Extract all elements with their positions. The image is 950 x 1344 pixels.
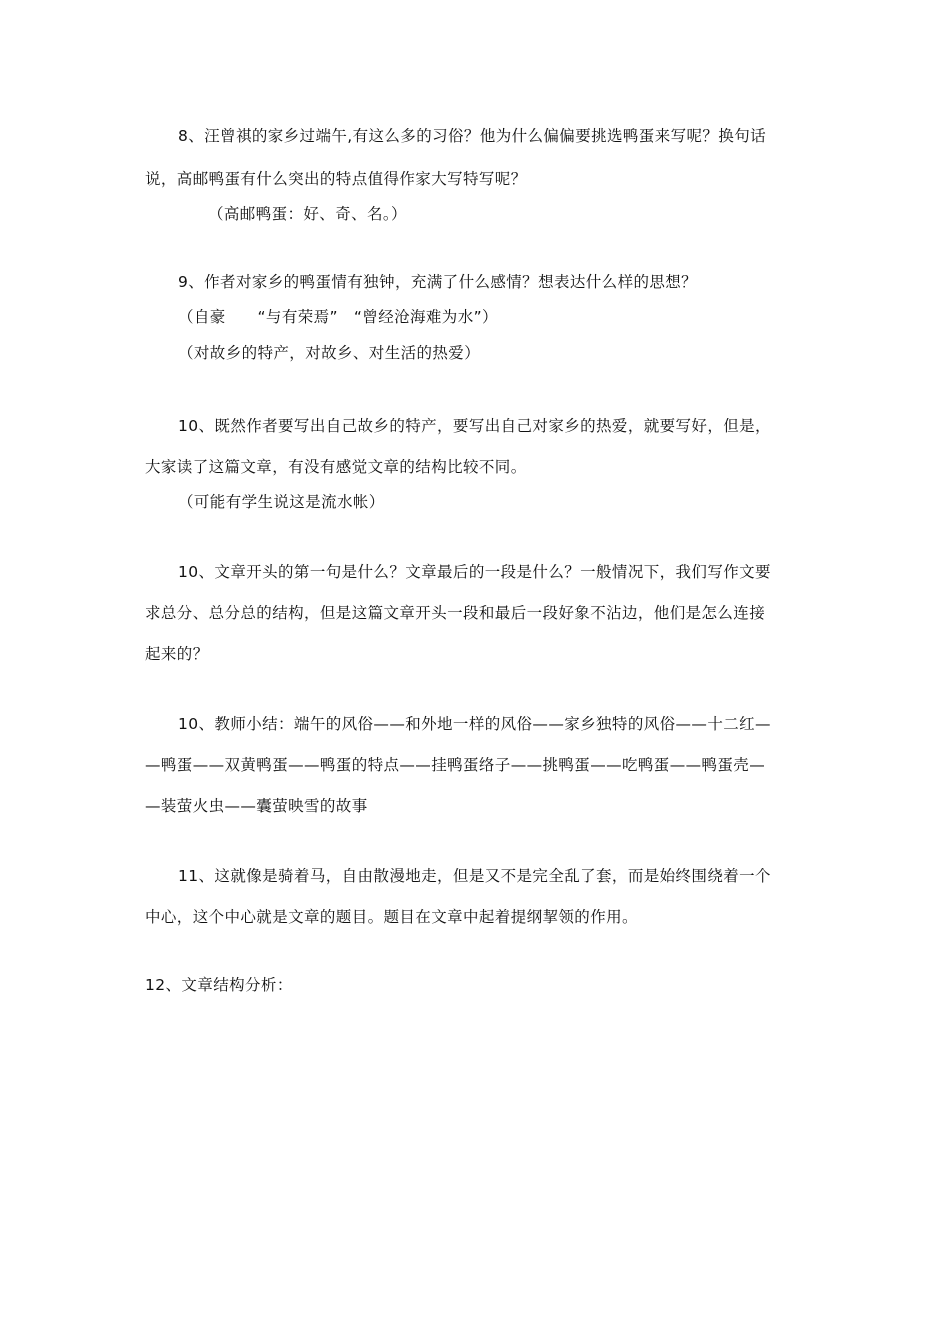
q10c-line-1: 10、教师小结：端午的风俗——和外地一样的风俗——家乡独特的风俗——十二红— [178, 715, 771, 733]
q10a-line-2: 大家读了这篇文章，有没有感觉文章的结构比较不同。 [145, 458, 527, 476]
q9-answer-2: （对故乡的特产，对故乡、对生活的热爱） [178, 344, 481, 362]
q8-answer: （高邮鸭蛋：好、奇、名。） [208, 205, 407, 223]
q10b-line-3: 起来的？ [145, 645, 209, 663]
q10c-line-2: —鸭蛋——双黄鸭蛋——鸭蛋的特点——挂鸭蛋络子——挑鸭蛋——吃鸭蛋——鸭蛋壳— [145, 756, 766, 774]
q11-line-2: 中心，这个中心就是文章的题目。题目在文章中起着提纲挈领的作用。 [145, 908, 638, 926]
q11-line-1: 11、这就像是骑着马，自由散漫地走，但是又不是完全乱了套，而是始终围绕着一个 [178, 867, 771, 885]
q10a-line-1: 10、既然作者要写出自己故乡的特产，要写出自己对家乡的热爱，就要写好，但是， [178, 417, 771, 435]
q9-line-1: 9、作者对家乡的鸭蛋情有独钟，充满了什么感情？想表达什么样的思想？ [178, 273, 698, 291]
q10b-line-1: 10、文章开头的第一句是什么？文章最后的一段是什么？一般情况下，我们写作文要 [178, 563, 771, 581]
q8-line-2: 说，高邮鸭蛋有什么突出的特点值得作家大写特写呢？ [145, 170, 527, 188]
q12-heading: 12、文章结构分析： [145, 976, 293, 994]
q8-line-1: 8、汪曾祺的家乡过端午,有这么多的习俗？他为什么偏偏要挑选鸭蛋来写呢？换句话 [178, 127, 766, 145]
q10c-line-3: —装萤火虫——囊萤映雪的故事 [145, 797, 368, 815]
q10b-line-2: 求总分、总分总的结构，但是这篇文章开头一段和最后一段好象不沾边，他们是怎么连接 [145, 604, 766, 622]
q9-answer-1: （自豪 “与有荣焉” “曾经沧海难为水”） [178, 308, 498, 326]
q10a-answer: （可能有学生说这是流水帐） [178, 493, 385, 511]
